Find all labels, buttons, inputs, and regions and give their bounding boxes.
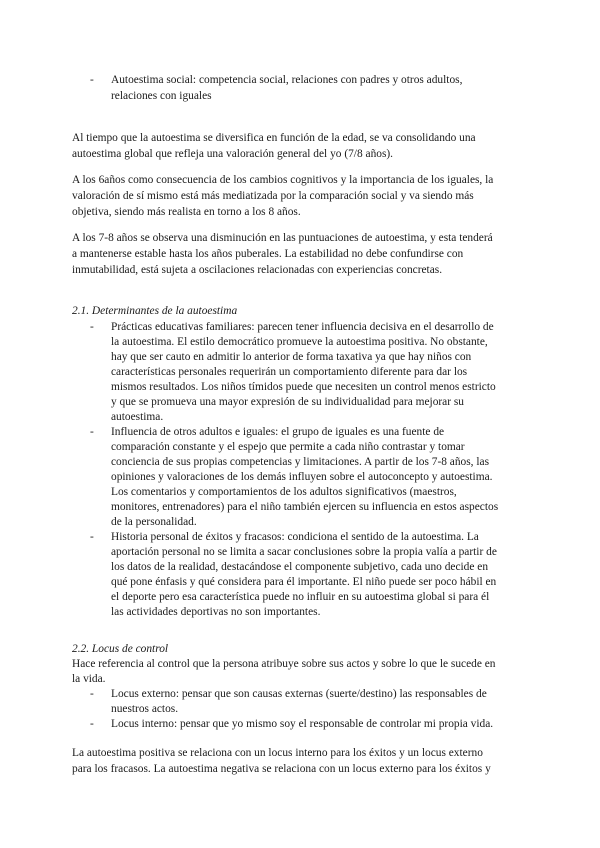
list-item-line: comparación constante y el espejo que permite a cada niño contrastar y tomar: [111, 441, 465, 453]
list-item-line: monitores, entrenadores) para el niño también ejercen su influencia en estos aspectos: [111, 501, 499, 513]
list-item-line: Locus interno: pensar que yo mismo soy el responsable de controlar mi propia vida.: [111, 718, 494, 730]
section-heading: 2.2. Locus de control: [72, 643, 169, 655]
paragraph-line: inmutabilidad, está sujeta a oscilaciones relacionadas con experiencias concretas.: [72, 264, 443, 276]
list-item-line: mismos resultados. Los niños tímidos puede que necesiten un control menos estricto: [111, 381, 496, 393]
list-item-line: relaciones con iguales: [111, 90, 212, 102]
paragraph-line: la vida.: [72, 673, 106, 685]
list-item-line: Autoestima social: competencia social, relaciones con padres y otros adultos,: [111, 74, 463, 86]
list-item-line: aportación personal no se limita a sacar conclusiones sobre la propia valía a partir de: [111, 546, 497, 558]
list-dash: -: [90, 531, 94, 543]
list-dash: -: [90, 718, 94, 730]
section-heading: 2.1. Determinantes de la autoestima: [72, 305, 238, 317]
paragraph-line: Hace referencia al control que la persona atribuye sobre sus actos y sobre lo que le sucede en: [72, 658, 496, 670]
paragraph-line: para los fracasos. La autoestima negativa se relaciona con un locus externo para los éxitos y: [72, 763, 491, 775]
paragraph-line: A los 6años como consecuencia de los cambios cognitivos y la importancia de los iguales, la: [72, 174, 494, 186]
list-dash: -: [90, 74, 94, 86]
list-item-line: nuestros actos.: [111, 703, 179, 715]
list-item-line: las actividades deportivas no son importantes.: [111, 606, 321, 618]
list-item-line: Prácticas educativas familiares: parecen tener influencia decisiva en el desarrollo de: [111, 321, 494, 333]
paragraph-line: Al tiempo que la autoestima se diversifica en función de la edad, se va consolidando una: [72, 132, 476, 144]
list-item-line: de la personalidad.: [111, 516, 197, 528]
paragraph-line: objetiva, siendo más realista en torno a los 8 años.: [72, 206, 301, 218]
list-item-line: Influencia de otros adultos e iguales: el grupo de iguales es una fuente de: [111, 426, 445, 438]
list-item-line: y que se promueva una mayor expresión de su individualidad para mejorar su: [111, 396, 465, 408]
list-item-line: características personales requerirán un comportamiento diferente para dar los: [111, 366, 468, 378]
paragraph-line: La autoestima positiva se relaciona con un locus interno para los éxitos y un locus externo: [72, 747, 483, 759]
paragraph-line: autoestima global que refleja una valoración general del yo (7/8 años).: [72, 148, 394, 160]
paragraph-line: a mantenerse estable hasta los años puberales. La estabilidad no debe confundirse con: [72, 248, 464, 260]
list-item-line: opiniones y valoraciones de los demás influyen sobre el autoconcepto y autoestima.: [111, 471, 493, 483]
list-item-line: qué pone énfasis y qué considera para él importante. El niño puede ser poco hábil en: [111, 576, 497, 588]
list-item-line: autoestima.: [111, 411, 164, 423]
paragraph-line: A los 7-8 años se observa una disminución en las puntuaciones de autoestima, y esta tenderá: [72, 232, 493, 244]
list-item-line: Historia personal de éxitos y fracasos: condiciona el sentido de la autoestima. La: [111, 531, 479, 543]
list-item-line: los datos de la realidad, destacándose el componente subjetivo, cada uno decide en: [111, 561, 489, 573]
list-dash: -: [90, 321, 94, 333]
list-item-line: el deporte pero esa característica puede no influir en su autoestima global si para él: [111, 591, 490, 603]
list-item-line: Locus externo: pensar que son causas externas (suerte/destino) las responsables de: [111, 688, 487, 700]
list-dash: -: [90, 688, 94, 700]
list-item-line: Los comentarios y comportamientos de los adultos significativos (maestros,: [111, 486, 457, 498]
list-item-line: conciencia de sus propias competencias y limitaciones. A partir de los 7-8 años, las: [111, 456, 490, 468]
paragraph-line: valoración de sí mismo está más mediatizada por la comparación social y va siendo más: [72, 190, 474, 202]
list-item-line: la autoestima. El estilo democrático promueve la autoestima positiva. No obstante,: [111, 336, 488, 348]
list-item-line: hay que ser cauto en admitir lo anterior de forma taxativa ya que hay niños con: [111, 351, 472, 363]
list-dash: -: [90, 426, 94, 438]
